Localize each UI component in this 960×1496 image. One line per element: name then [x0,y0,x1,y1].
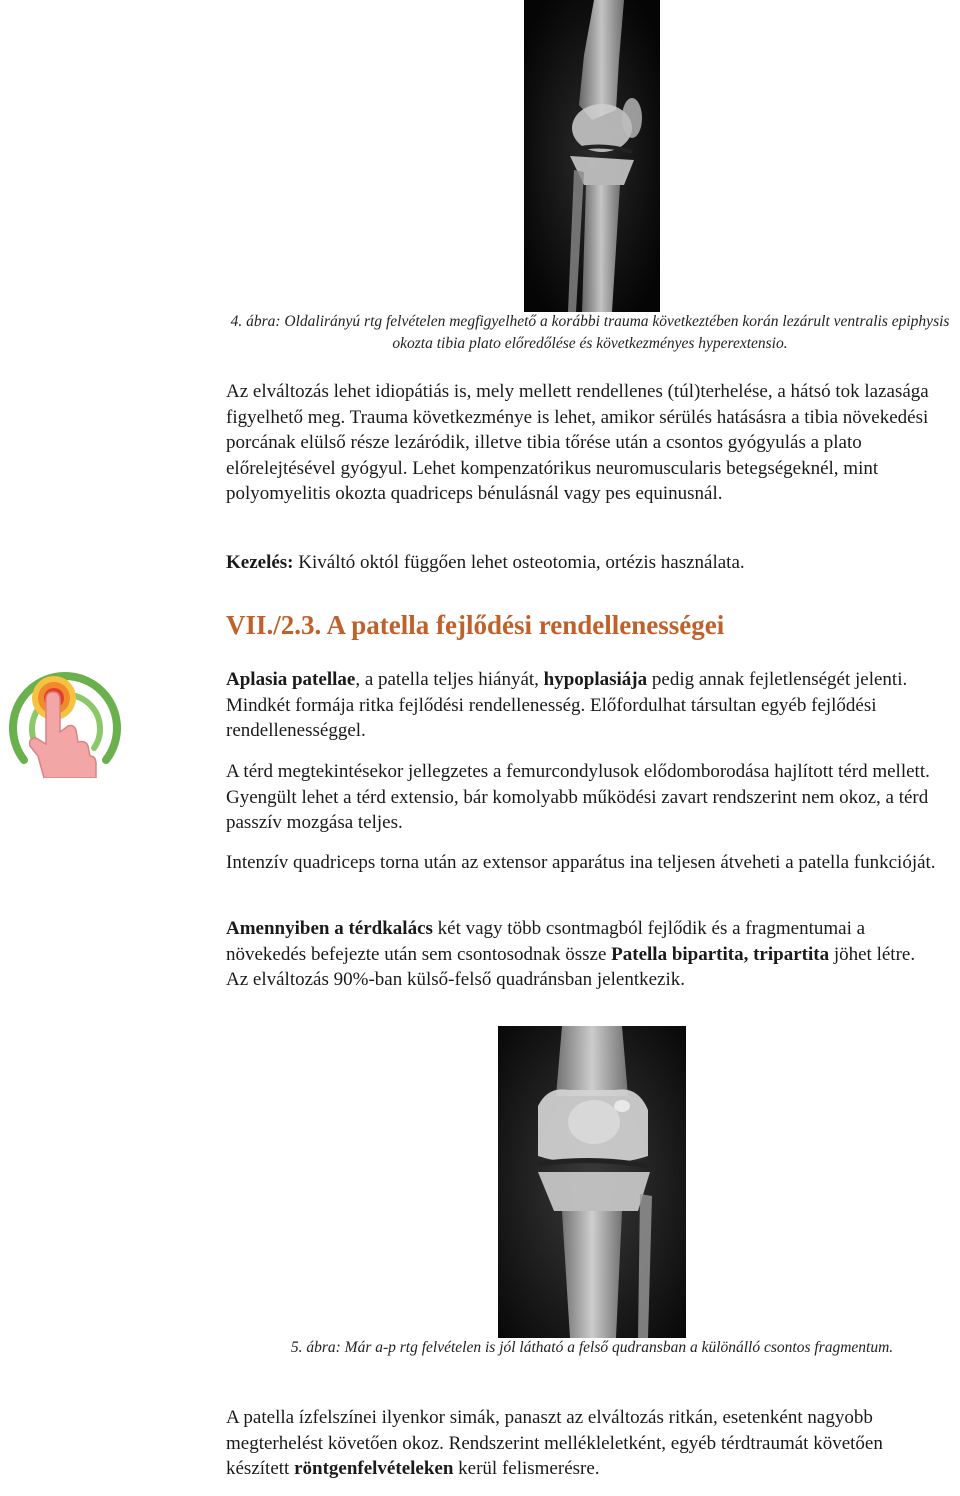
lateral-knee-xray-graphic [524,0,660,312]
figure-5-xray-image [498,1026,686,1338]
bipartita-text-1: két vagy több csontmagból fejlődik és a fragmentumai a növekedés befejezte után sem csontosodnak össze [226,918,866,965]
bipartita-text-2: jöhet létre. Az elváltozás 90%-ban külső-felső quadránsban jelentkezik. [226,943,916,990]
surfaces-text-1: A patella ízfelszínei ilyenkor simák, panaszt az elváltozás ritkán, esetenként nagyobb megterhelést követően okoz. Rendszerint mellékleletként, egyéb térdtraumát követően készített [226,1407,883,1479]
paragraph-aplasia [226,667,938,744]
section-number: VII./2.3. [226,610,322,640]
figure-5-caption: 5. ábra: Már a-p rtg felvételen is jól látható a felső qudransban a különálló csontos fragmentum. [290,1339,894,1356]
section-title: A patella fejlődési rendellenességei [321,610,725,640]
surfaces-text-2: kerül felismerésre. [453,1458,600,1479]
term-rontgenfelvetelek: röntgenfelvételeken [294,1458,454,1479]
section-heading [226,610,724,641]
term-aplasia-patellae: Aplasia patellae [226,669,356,690]
aplasia-text-2: pedig annak fejletlenségét jelenti. Mindkét formája ritka fejlődési rendellenesség. Előfordulhat társultan egyéb fejlődési rendellenességgel. [226,669,908,741]
touch-hand-icon [4,660,126,778]
paragraph-patella-surfaces [226,1405,938,1482]
paragraph-treatment [226,550,938,576]
treatment-label: Kezelés: [226,552,294,573]
paragraph-genu-recurvatum-causes: Az elváltozás lehet idiopátiás is, mely mellett rendellenes (túl)terhelése, a hátsó tok lazasága figyelhető meg. Trauma következménye is lehet, amikor sérülés hatásásra a tibia növekedési porcának elülső része lezáródik, illetve tibia tőrése után a csontos gyógyulás a plato előrelejtésével gyógyul. Lehet kompenzatórikus neuromuscularis betegségeknél, mint polyomyelitis okozta quadriceps bénulásnál vagy pes equinusnál. [226,381,929,504]
paragraph-quadriceps: Intenzív quadriceps torna után az extensor apparátus ina teljesen átveheti a patella funkcióját. [226,852,936,873]
paragraph-bipartita [226,916,938,993]
term-hypoplasia: hypoplasiája [543,669,648,690]
figure-4-caption: 4. ábra: Oldalirányú rtg felvételen megfigyelhető a korábbi trauma következtében korán lezárult ventralis epiphysis okozta tibia plato előredőlése és következményes hyperextensio. [230,313,950,352]
paragraph-examination: A térd megtekintésekor jellegzetes a femurcondylusok elődomborodása hajlított térd mellett. Gyengült lehet a térd extensio, bár komolyabb működési zavart rendszerint nem okoz, a térd passzív mozgása teljes. [226,761,930,833]
figure-4-xray-image [524,0,660,312]
term-terdkalacs: Amennyiben a térdkalács [226,918,433,939]
aplasia-text-1: , a patella teljes hiányát, [355,669,544,690]
ap-knee-xray-graphic [498,1026,686,1338]
treatment-text: Kiváltó októl függően lehet osteotomia, ortézis használata. [293,552,745,573]
term-patella-bipartita: Patella bipartita, tripartita [611,943,830,965]
